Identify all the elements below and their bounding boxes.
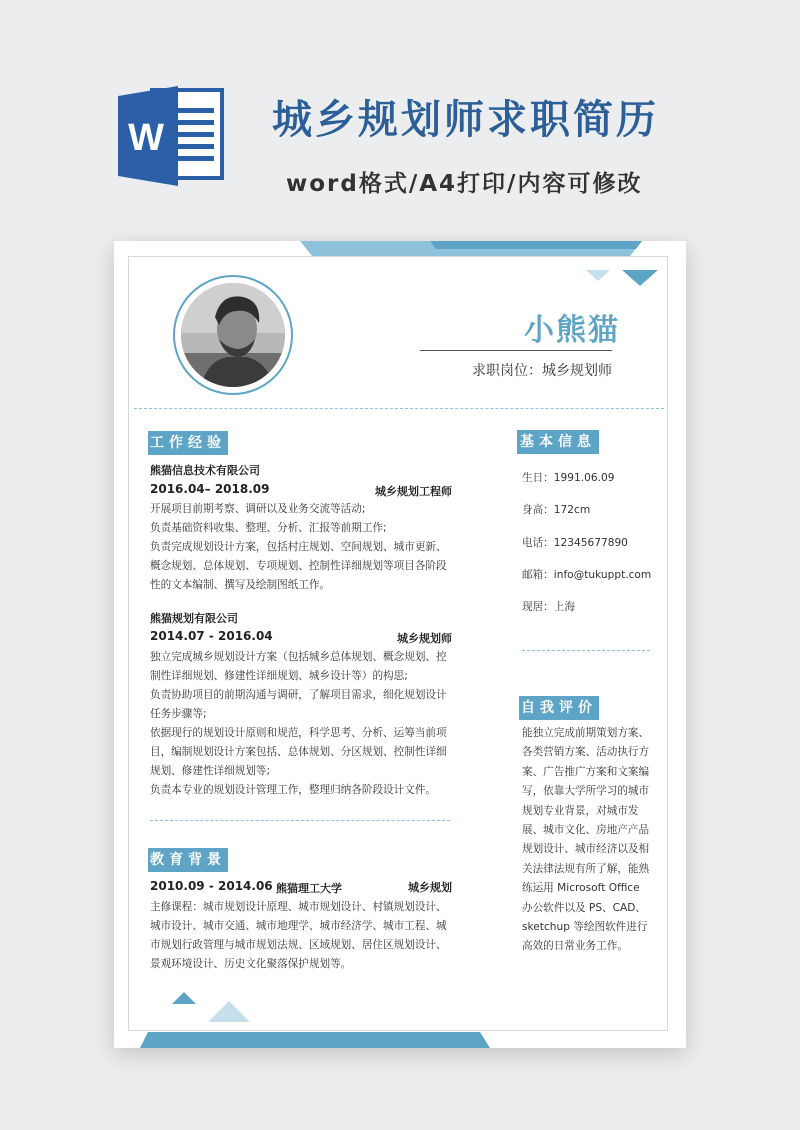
job-target: 求职岗位：城乡规划师 <box>472 363 612 379</box>
self-eval-line: 规划设计、城市经济以及相 <box>522 843 650 856</box>
info-divider <box>522 650 650 651</box>
info-email: 邮箱：info@tukuppt.com <box>522 569 652 581</box>
education-line: 市规划行政管理与城市规划法规、区域规划、居住区规划设计、 <box>150 939 447 951</box>
job-2-role: 城乡规划师 <box>397 632 452 645</box>
job-2-company: 熊猫规划有限公司 <box>150 612 238 625</box>
self-eval-line: 关法律法规有所了解，能熟 <box>522 862 650 875</box>
education-school: 熊猫理工大学 <box>276 882 342 895</box>
job-1-description <box>150 500 470 595</box>
job-1-line: 负责完成规划设计方案，包括村庄规划、空间规划、城市更新、 <box>150 541 447 553</box>
self-eval-line: 展、城市文化、房地产产品 <box>522 824 650 837</box>
self-eval-line: 能独立完成前期策划方案、 <box>522 727 650 739</box>
top-band-dark <box>430 241 642 249</box>
info-location: 现居：上海 <box>522 601 575 613</box>
job-2-description <box>150 648 470 800</box>
section-title-education: 教育背景 <box>148 848 228 872</box>
education-line: 城市设计、城市交通、城市地理学、城市经济学、城市工程、城 <box>150 920 447 932</box>
info-height: 身高：172cm <box>522 504 591 516</box>
bottom-band <box>140 1032 490 1048</box>
promo-subtitle: word格式/A4打印/内容可修改 <box>286 171 643 197</box>
job-1-period: 2016.04– 2018.09 <box>150 482 270 496</box>
self-eval-line: 案、广告推广方案和文案编 <box>522 765 650 778</box>
job-2-line: 独立完成城乡规划设计方案（包括城乡总体规划、概念规划、控 <box>150 651 447 663</box>
candidate-name: 小熊猫 <box>524 313 620 348</box>
self-eval-line: 高效的日常业务工作。 <box>522 940 628 953</box>
job-2-line: 负责协助项目的前期沟通与调研，了解项目需求，细化规划设计 <box>150 689 447 701</box>
education-line: 主修课程：城市规划设计原理、城市规划设计、村镇规划设计、 <box>150 901 447 913</box>
job-2-line: 任务步骤等; <box>150 708 207 720</box>
work-divider <box>150 820 450 821</box>
triangle-top-right-dark <box>622 270 658 286</box>
triangle-top-right-light <box>586 270 610 281</box>
self-eval-line: 练运用 Microsoft Office <box>522 882 640 895</box>
self-eval-line: 写，依靠大学所学习的城市 <box>522 785 650 798</box>
job-1-line: 负责基础资料收集、整理、分析、汇报等前期工作; <box>150 522 387 534</box>
job-2-line: 依据现行的规划设计原则和规范，科学思考、分析、运筹当前项 <box>150 727 447 739</box>
self-eval-line: 办公软件以及 PS、CAD、 <box>522 901 647 914</box>
job-2-line: 目，编制规划设计方案包括、总体规划、分区规划、控制性详细 <box>150 746 447 758</box>
job-2-line: 负责本专业的规划设计管理工作，整理归纳各阶段设计文件。 <box>150 784 437 796</box>
triangle-bottom-light <box>208 1001 250 1022</box>
education-description <box>150 898 470 974</box>
self-eval-line: sketchup 等绘图软件进行 <box>522 921 648 934</box>
info-birthday: 生日：1991.06.09 <box>522 472 615 484</box>
promo-title: 城乡规划师求职简历 <box>272 97 659 143</box>
info-phone: 电话：12345677890 <box>522 537 628 549</box>
job-2-line: 规划、修建性详细规划等; <box>150 765 271 777</box>
job-1-line: 性的文本编制、撰写及绘制图纸工作。 <box>150 579 331 591</box>
job-1-line: 概念规划、总体规划、专项规划、控制性详细规划等项目各阶段 <box>150 560 447 572</box>
self-eval-line: 规划专业背景，对城市发 <box>522 804 639 817</box>
education-line: 景观环境设计、历史文化聚落保护规划等。 <box>150 958 352 970</box>
job-1-company: 熊猫信息技术有限公司 <box>150 464 260 477</box>
section-title-basic-info: 基本信息 <box>517 430 599 454</box>
section-title-self-eval: 自我评价 <box>519 696 599 720</box>
self-eval-text <box>522 724 654 957</box>
job-2-period: 2014.07 - 2016.04 <box>150 629 273 643</box>
section-title-work: 工作经验 <box>148 431 228 455</box>
job-1-line: 开展项目前期考察、调研以及业务交流等活动; <box>150 503 366 515</box>
education-period: 2010.09 - 2014.06 <box>150 879 273 893</box>
header-divider <box>134 408 664 409</box>
job-1-role: 城乡规划工程师 <box>375 485 452 498</box>
name-underline <box>420 350 612 351</box>
education-major: 城乡规划 <box>408 881 452 894</box>
word-icon-letter: W <box>128 117 164 159</box>
job-2-line: 制性详细规划、修建性详细规划、城乡设计等）的构思; <box>150 670 408 682</box>
avatar <box>181 283 285 387</box>
triangle-bottom-dark <box>172 992 196 1004</box>
self-eval-line: 各类营销方案、活动执行方 <box>522 746 650 759</box>
